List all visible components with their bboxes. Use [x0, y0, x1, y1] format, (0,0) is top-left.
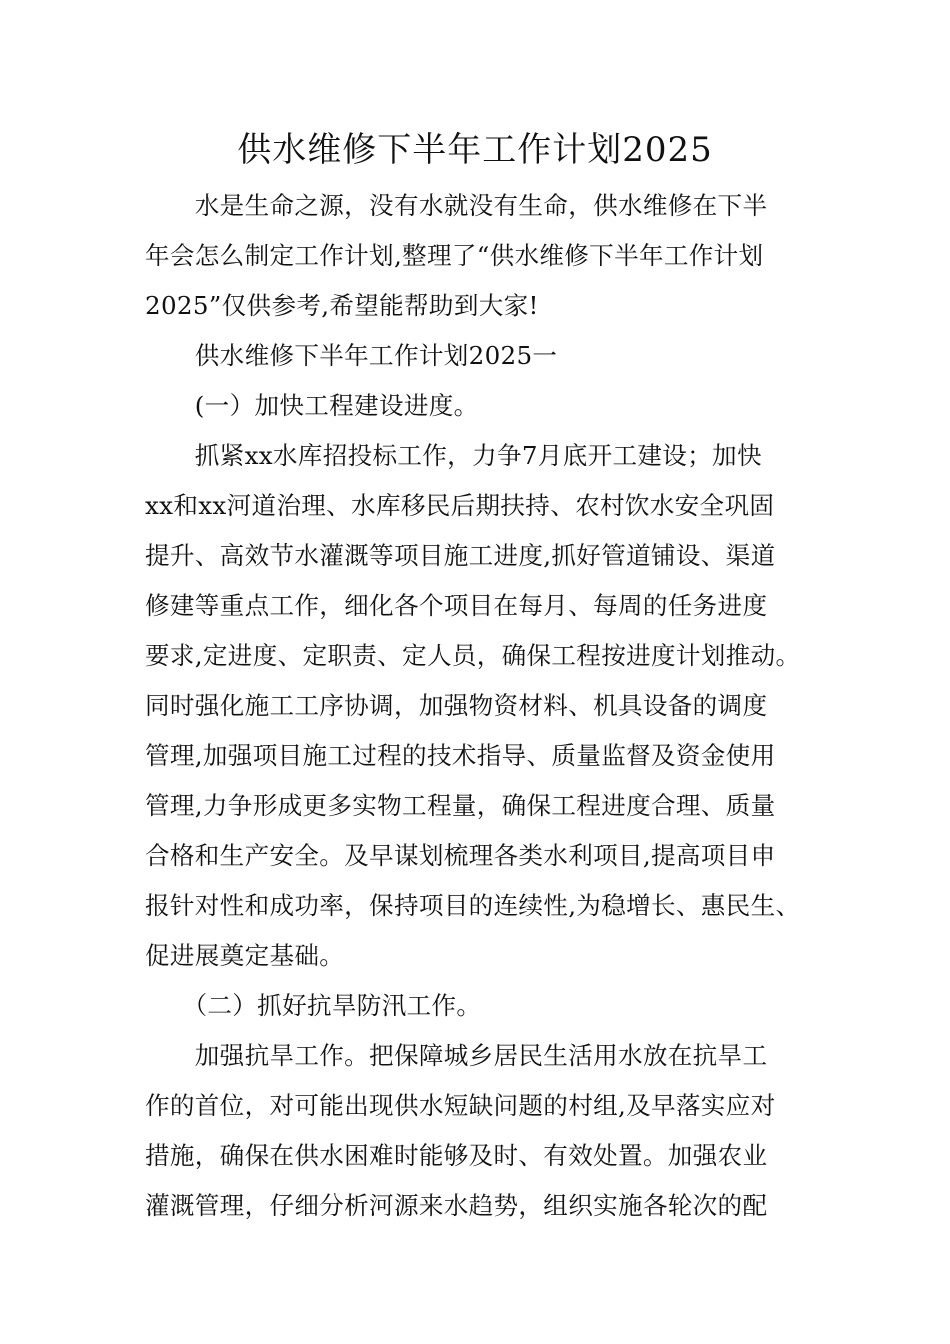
- text-line: xx和xx河道治理、水库移民后期扶持、农村饮水安全巩固: [145, 491, 775, 520]
- text-line: 2025”仅供参考,希望能帮助到大家!: [145, 291, 539, 320]
- text-line: 管理,加强项目施工过程的技术指导、质量监督及资金使用: [145, 741, 776, 770]
- text-line: 提升、高效节水灌溉等项目施工进度,抓好管道铺设、渠道: [145, 541, 776, 570]
- text-line: 作的首位，对可能出现供水短缺问题的村组,及早落实应对: [145, 1091, 776, 1120]
- document-title: 供水维修下半年工作计划2025: [237, 130, 713, 170]
- text-line: 抓紧xx水库招投标工作，力争7月底开工建设；加快: [145, 441, 762, 470]
- text-line: 年会怎么制定工作计划,整理了“供水维修下半年工作计划: [145, 241, 764, 270]
- subsection-heading: (一）加快工程建设进度。: [145, 391, 479, 420]
- text-line: 措施，确保在供水困难时能够及时、有效处置。加强农业: [145, 1141, 768, 1170]
- subsection-heading: （二）抓好抗旱防汛工作。: [145, 991, 482, 1020]
- text-line: 水是生命之源，没有水就没有生命，供水维修在下半: [145, 191, 768, 220]
- text-line: 修建等重点工作，细化各个项目在每月、每周的任务进度: [145, 591, 768, 620]
- text-line: 合格和生产安全。及早谋划梳理各类水利项目,提高项目申: [145, 841, 776, 870]
- section-heading: 供水维修下半年工作计划2025一: [145, 341, 558, 370]
- text-line: 要求,定进度、定职责、定人员，确保工程按进度计划推动。: [145, 641, 801, 670]
- text-line: 报针对性和成功率，保持项目的连续性,为稳增长、惠民生、: [145, 891, 801, 920]
- text-line: 加强抗旱工作。把保障城乡居民生活用水放在抗旱工: [145, 1041, 768, 1070]
- text-line: 管理,力争形成更多实物工程量，确保工程进度合理、质量: [145, 791, 776, 820]
- text-line: 灌溉管理，仔细分析河源来水趋势，组织实施各轮次的配: [145, 1191, 768, 1220]
- text-line: 同时强化施工工序协调，加强物资材料、机具设备的调度: [145, 691, 768, 720]
- text-line: 促进展奠定基础。: [145, 941, 345, 970]
